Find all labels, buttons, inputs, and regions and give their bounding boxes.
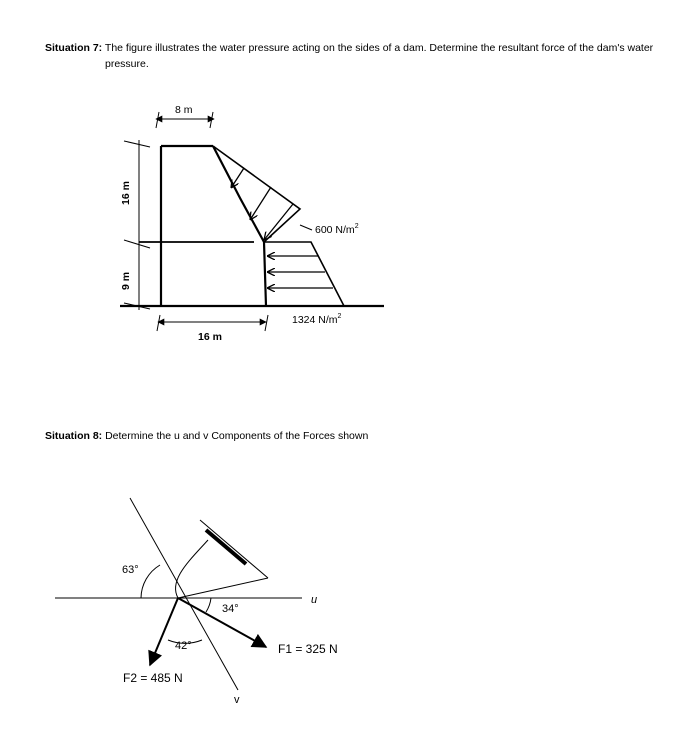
dam-figure (120, 104, 384, 343)
surface-marker (206, 530, 246, 564)
label-f1: F1 = 325 N (278, 642, 338, 656)
perp-line (178, 578, 268, 598)
situation-8-text: Determine the u and v Components of the Forces shown (102, 430, 369, 442)
label-pressure-top: 600 $N/m^2$ (315, 223, 359, 236)
label-v-axis: v (234, 694, 240, 706)
dam-body (161, 146, 266, 306)
situation-7-text-cont: pressure. (105, 58, 149, 70)
label-base-width: 16 m (198, 331, 222, 343)
label-upper-height: 16 m (120, 181, 132, 205)
force-figure (55, 498, 338, 706)
label-lower-height: 9 m (120, 271, 132, 290)
force-f2-arrow (150, 598, 178, 665)
label-pressure-bottom: 1324 $N/m^2$ (292, 313, 342, 326)
label-34: 34° (222, 603, 239, 615)
label-63: 63° (122, 564, 139, 576)
label-42: 42° (175, 640, 192, 652)
situation-8-problem (45, 428, 645, 444)
plane-line (200, 520, 268, 578)
label-top-width: 8 m (175, 104, 193, 116)
label-u-axis: u (311, 594, 318, 606)
guide-curve (175, 540, 208, 598)
leader-600 (300, 225, 312, 230)
arc-63 (141, 565, 160, 598)
dim-base-width (157, 315, 268, 331)
situation-7-label: Situation 7: (45, 42, 103, 54)
situation-7-text: The figure illustrates the water pressure acting on the sides of a dam. Determine the resultant force of the dam's water (102, 42, 654, 54)
arc-34 (206, 598, 211, 612)
label-f2: F2 = 485 N (123, 671, 183, 685)
v-axis (130, 498, 238, 690)
situation-8-label: Situation 8: (45, 430, 103, 442)
lower-pressure-diagram (264, 242, 344, 306)
